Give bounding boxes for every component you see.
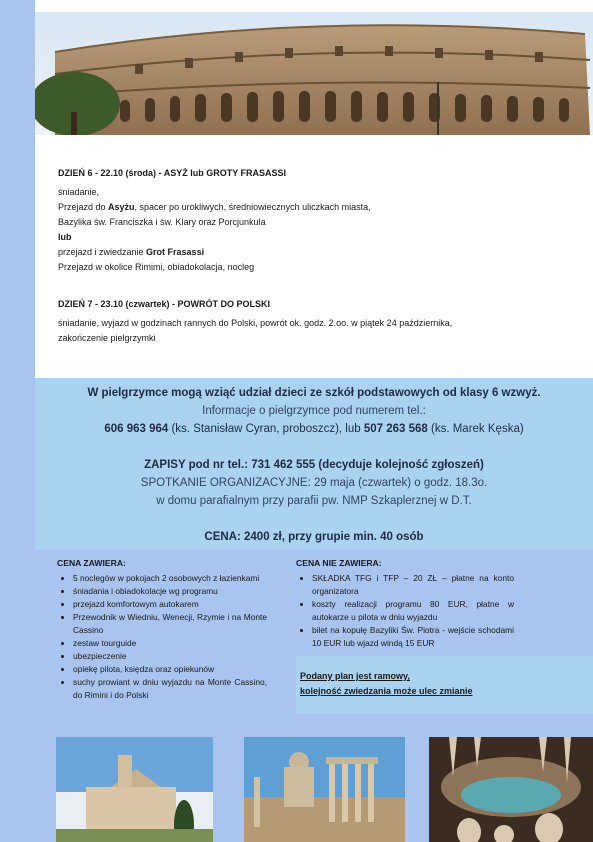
day6-line: lub bbox=[58, 232, 72, 242]
note-text: Podany plan jest ramowy, kolejność zwiedzania może ulec zmianie bbox=[300, 671, 473, 696]
day7-section bbox=[58, 297, 452, 346]
day6-line: przejazd i zwiedzanie Grot Frasassi bbox=[58, 247, 205, 257]
left-decor-strip bbox=[0, 0, 35, 842]
day6-line: Przejazd w okolice Rimimi, obiadokolacja, nocleg bbox=[58, 262, 255, 272]
assisi-basilica-photo bbox=[56, 737, 213, 842]
info-panel bbox=[35, 378, 593, 550]
list-item: • ubezpieczenie bbox=[73, 650, 267, 663]
day6-line: Przejazd do Asyżu, spacer po urokliwych, średniowiecznych uliczkach miasta, bbox=[58, 202, 371, 212]
excludes-list bbox=[296, 557, 514, 650]
frasassi-caves-photo bbox=[429, 737, 593, 842]
meeting-place: w domu parafialnym przy parafii pw. NMP Szkaplerznej w D.T. bbox=[156, 495, 472, 507]
eligibility-text: W pielgrzymce mogą wziąć udział dzieci ze szkół podstawowych od klasy 6 wzwyż. bbox=[87, 387, 541, 399]
day7-line: zakończenie pielgrzymki bbox=[58, 333, 156, 343]
list-item: • bilet na kopułę Bazyliki Św. Piotra - wejście schodami 10 EUR lub wjazd windą 15 EUR bbox=[312, 624, 514, 650]
price-text: CENA: 2400 zł, przy grupie min. 40 osób bbox=[204, 531, 424, 543]
day7-line: śniadanie, wyjazd w godzinach rannych do Polski, powrót ok. godz. 2.oo. w piątek 24 października, bbox=[58, 318, 453, 328]
contact-intro: Informacje o pielgrzymce pod numerem tel.: bbox=[202, 405, 426, 417]
colosseum-photo bbox=[35, 12, 593, 135]
list-item: • śniadania i obiadokolacje wg programu bbox=[73, 585, 267, 598]
list-item: • koszty realizacji programu 80 EUR, płatne w autokarze u pilota w dniu wyjazdu bbox=[312, 598, 514, 624]
list-item: • opiekę pilota, księdza oraz opiekunów bbox=[73, 663, 267, 676]
day6-section bbox=[58, 166, 371, 275]
day6-title: DZIEŃ 6 - 22.10 (środa) - ASYŻ lub GROTY FRASASSI bbox=[58, 168, 287, 178]
contact-phones: 606 963 964 (ks. Stanisław Cyran, proboszcz), lub 507 263 568 (ks. Marek Kęska) bbox=[104, 423, 524, 435]
list-item: • SKŁADKA TFG i TFP – 20 ZŁ – płatne na konto organizatora bbox=[312, 572, 514, 598]
list-item: • zestaw tourguide bbox=[73, 637, 267, 650]
list-item: • suchy prowiant w dniu wyjazdu na Monte Cassino, do Rimini i do Polski bbox=[73, 676, 267, 702]
day7-title: DZIEŃ 7 - 23.10 (czwartek) - POWRÓT DO POLSKI bbox=[58, 299, 271, 309]
includes-list bbox=[57, 557, 267, 702]
list-item: • Przewodnik w Wiedniu, Wenecji, Rzymie i na Monte Cassino bbox=[73, 611, 267, 637]
list-item: • 5 noclegów w pokojach 2 osobowych z łazienkami bbox=[73, 572, 267, 585]
excludes-heading: CENA NIE ZAWIERA: bbox=[296, 558, 382, 568]
registration-text: ZAPISY pod nr tel.: 731 462 555 (decyduje kolejność zgłoszeń) bbox=[144, 459, 484, 471]
meeting-text: SPOTKANIE ORGANIZACYJNE: 29 maja (czwartek) o godz. 18.3o. bbox=[140, 477, 488, 489]
roman-forum-photo bbox=[244, 737, 405, 842]
includes-heading: CENA ZAWIERA: bbox=[57, 558, 126, 568]
day6-line: Bazylika św. Franciszka i św. Klary oraz Porcjunkula bbox=[58, 217, 266, 227]
day6-line: śniadanie, bbox=[58, 187, 100, 197]
list-item: • przejazd komfortowym autokarem bbox=[73, 598, 267, 611]
